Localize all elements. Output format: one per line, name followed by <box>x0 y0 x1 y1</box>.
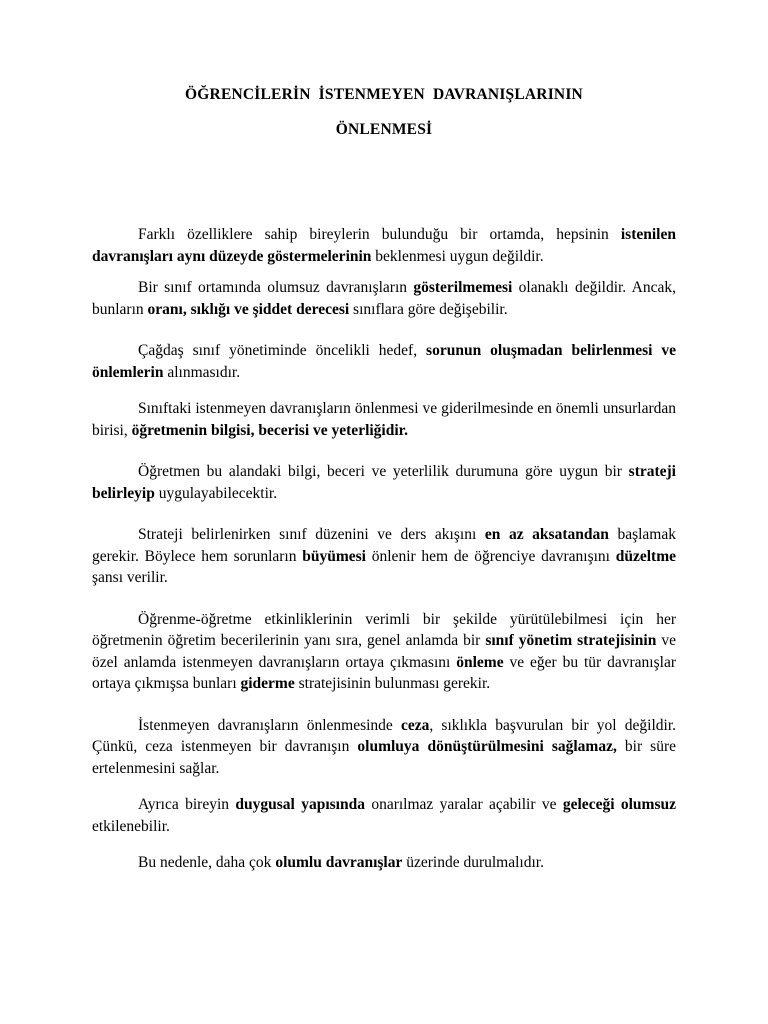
paragraph-2 <box>92 277 676 320</box>
paragraph-9 <box>92 794 676 837</box>
text-run: Öğretmen bu alandaki bilgi, beceri ve yeterlilik durumuna göre uygun bir <box>138 463 629 480</box>
bold-text-run: strateji belirleyip <box>92 463 676 502</box>
text-run: Strateji belirlenirken sınıf düzenini ve ders akışını <box>138 526 485 543</box>
text-run: Sınıftaki istenmeyen davranışların önlenmesi ve giderilmesinde en önemli unsurlardan birisi, <box>92 400 676 439</box>
text-run: şansı verilir. <box>92 569 168 586</box>
text-run: , sıklıkla başvurulan bir yol değildir. Çünkü, ceza istenmeyen bir davranışın <box>92 716 676 755</box>
text-run: ve özel anlamda istenmeyen davranışların ortaya çıkmasını <box>92 632 676 671</box>
bold-text-run: sınıf yönetim stratejisinin <box>485 632 657 649</box>
text-run: sınıflara göre değişebilir. <box>349 300 508 318</box>
text-run: olanaklı değildir. Ancak, bunların <box>92 279 676 318</box>
paragraph-10 <box>92 852 676 874</box>
bold-text-run: gösterilmemesi <box>413 279 513 296</box>
bold-text-run: en az aksatandan <box>484 526 609 543</box>
paragraph-7 <box>92 609 676 695</box>
paragraph-6 <box>92 524 676 589</box>
bold-text-run: istenilen davranışları aynı düzeyde göstermelerinin <box>92 226 676 265</box>
bold-text-run: ceza <box>400 716 430 734</box>
paragraph-4 <box>92 398 676 441</box>
text-run: Öğrenme-öğretme etkinliklerinin verimli bir şekilde yürütülebilmesi için her öğretmenin öğretim becerilerinin yanı sıra, genel anlamda bir <box>92 610 676 649</box>
paragraph-5 <box>92 461 676 504</box>
document-body <box>92 224 676 874</box>
bold-text-run: öğretmenin bilgisi, becerisi ve yeterliğidir. <box>131 421 408 439</box>
paragraph-8 <box>92 715 676 780</box>
bold-text-run: olumlu davranışlar <box>275 854 403 871</box>
document-title-line-1: ÖĞRENCİLERİN İSTENMEYEN DAVRANIŞLARININ <box>185 86 583 103</box>
text-run: Farklı özelliklere sahip bireylerin bulunduğu bir ortamda, hepsinin <box>138 226 621 243</box>
text-run: uygulayabilecektir. <box>154 484 278 502</box>
bold-text-run: olumluya dönüştürülmesini sağlamaz, <box>357 738 617 755</box>
text-run: önlenir hem de öğrenciye davranışını <box>366 547 616 565</box>
bold-text-run: geleceği olumsuz <box>562 796 676 813</box>
text-run: üzerinde durulmalıdır. <box>402 854 544 871</box>
document-title-line-2: ÖNLENMESİ <box>335 121 433 138</box>
text-run: bir süre ertelenmesini sağlar. <box>92 738 677 777</box>
text-run: Bir sınıf ortamında olumsuz davranışların <box>138 279 414 296</box>
bold-text-run: büyümesi <box>302 547 366 565</box>
text-run: ve eğer bu tür davranışlar ortaya çıkmışsa bunları <box>92 653 676 692</box>
bold-text-run: düzeltme <box>615 547 676 565</box>
text-run: etkilenebilir. <box>92 817 170 835</box>
paragraph-3 <box>92 340 676 383</box>
text-run: İstenmeyen davranışların önlenmesinde <box>138 716 401 734</box>
text-run: Çağdaş sınıf yönetiminde öncelikli hedef, <box>138 342 427 359</box>
text-run: Ayrıca bireyin <box>138 796 236 813</box>
bold-text-run: önleme <box>456 653 504 671</box>
text-run: başlamak gerekir. Böylece hem sorunların <box>92 526 676 565</box>
bold-text-run: duygusal yapısında <box>235 796 365 813</box>
bold-text-run: oranı, sıklığı ve şiddet derecesi <box>147 300 350 318</box>
text-run: stratejisinin bulunması gerekir. <box>294 675 491 692</box>
text-run: Bu nedenle, daha çok <box>138 854 276 871</box>
paragraph-1 <box>92 224 676 267</box>
text-run: beklenmesi uygun değildir. <box>371 247 544 265</box>
text-run: onarılmaz yaralar açabilir ve <box>364 796 563 813</box>
text-run: alınmasıdır. <box>163 363 241 381</box>
bold-text-run: giderme <box>240 675 295 692</box>
bold-text-run: sorunun oluşmadan belirlenmesi ve önlemlerin <box>92 342 677 381</box>
